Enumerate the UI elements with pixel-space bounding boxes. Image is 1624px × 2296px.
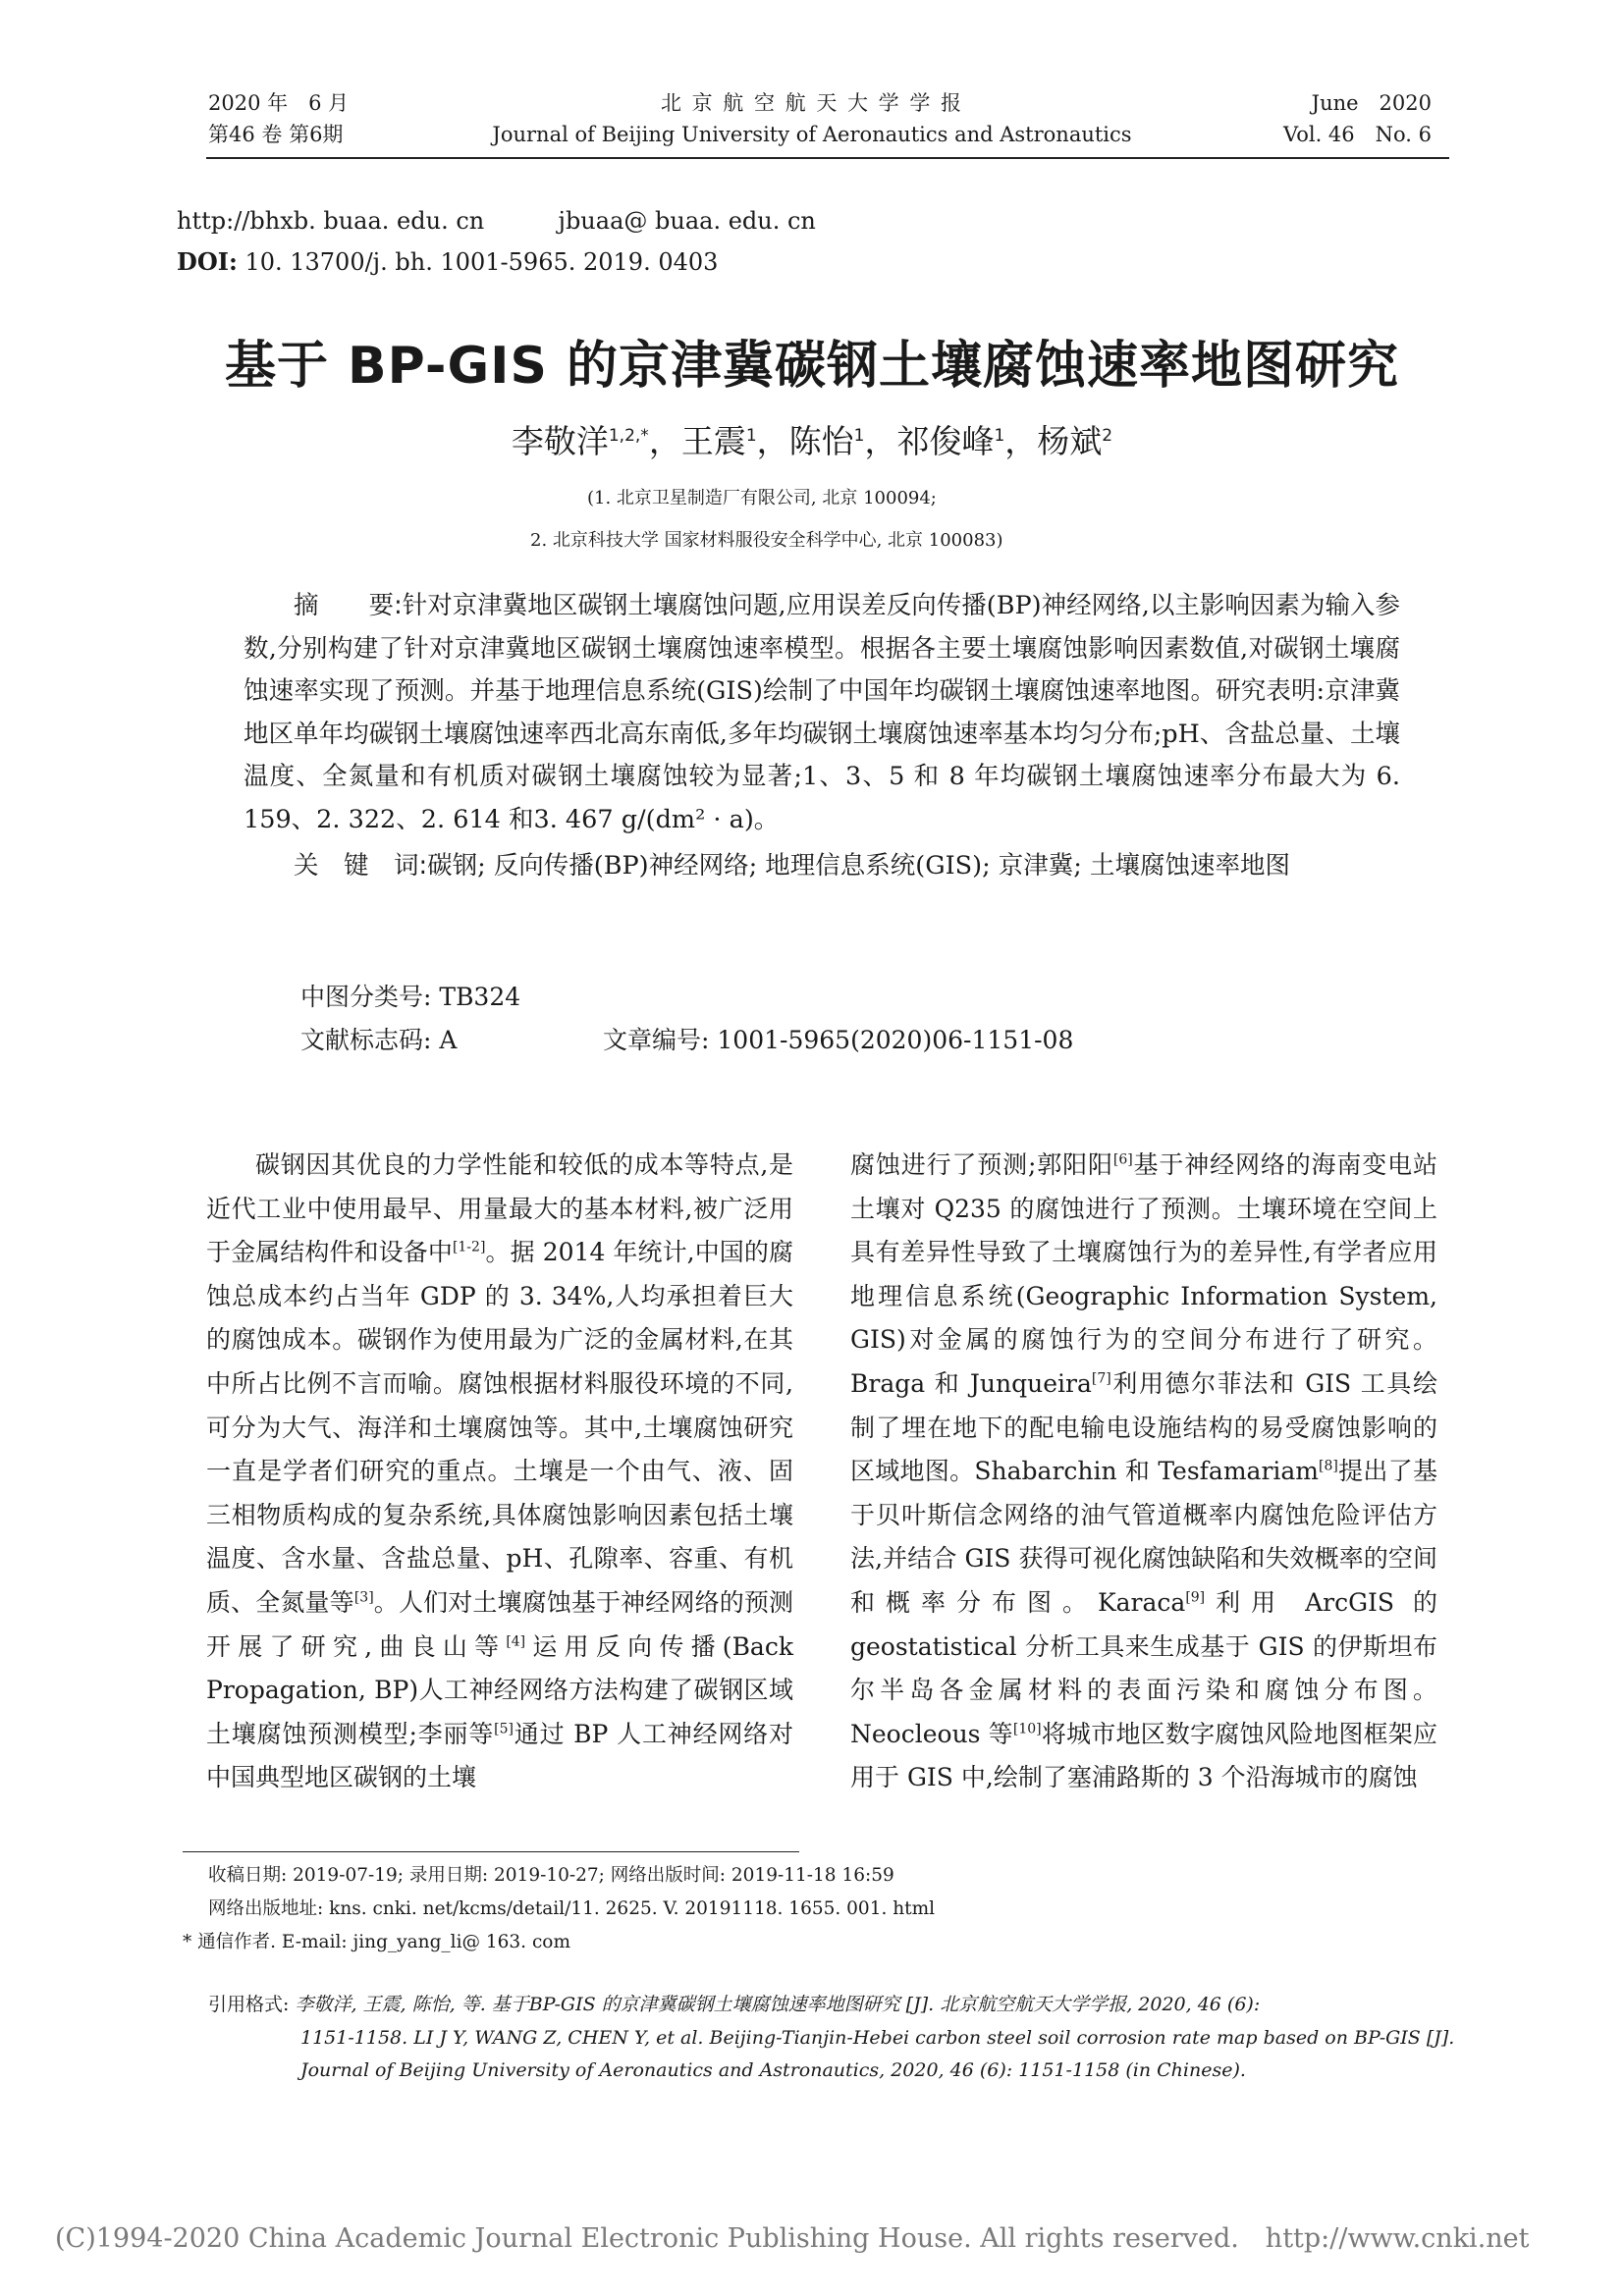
article-number-value: 1001-5965(2020)06-1151-08: [717, 1026, 1074, 1054]
author-affiliation-mark: 1,2,*: [608, 426, 649, 446]
body-left-column: [206, 1144, 793, 1800]
header-volume: 第46 卷 第6期: [208, 123, 344, 146]
journal-url[interactable]: http://bhxb. buaa. edu. cn: [177, 207, 485, 235]
affiliation-2: 2. 北京科技大学 国家材料服役安全科学中心, 北京 100083): [530, 530, 1003, 551]
footnote-online-url[interactable]: 网络出版地址: kns. cnki. net/kcms/detail/11. 2625. V. 20191118. 1655. 001. html: [208, 1898, 936, 1919]
copyright-footer: (C)1994-2020 China Academic Journal Electronic Publishing House. All rights reserved. http://www.cnki.net: [55, 2223, 1530, 2254]
header-date-en: June 2020: [1311, 91, 1432, 115]
citation-line-2: 1151-1158. LI J Y, WANG Z, CHEN Y, et al. Beijing-Tianjin-Hebei carbon steel soil corrosion rate map based on BP-GIS [J].: [300, 2027, 1455, 2049]
doi-label: DOI:: [177, 247, 238, 276]
author-affiliation-mark: 2: [1102, 426, 1113, 446]
author-affiliation-mark: 1: [853, 426, 865, 446]
footnote-rule: [183, 1851, 799, 1852]
clc-value: TB324: [439, 983, 521, 1011]
author-affiliation-mark: 1: [994, 426, 1005, 446]
article-number-line: [603, 1019, 1073, 1062]
citation-ref[interactable]: [1-2]: [452, 1239, 486, 1255]
body-paragraph: 腐蚀进行了预测;郭阳阳[6]基于神经网络的海南变电站土壤对 Q235 的腐蚀进行了预测。土壤环境在空间上具有差异性导致了土壤腐蚀行为的差异性,有学者应用地理信息系统(Geographic Information System, GIS)对金属的腐蚀行为的空间分布进行了研究。Braga 和 Junqueira[7]利用德尔菲法和 GIS 工具绘制了埋在地下的配电输电设施结构的易受腐蚀影响的区域地图。Shabarchin 和 Tesfamariam[8]提出了基于贝叶斯信念网络的油气管道概率内腐蚀危险评估方法,并结合 GIS 获得可视化腐蚀缺陷和失效概率的空间和概率分布图。Karaca[9]利用 ArcGIS 的 geostatistical 分析工具来生成基于 GIS 的伊斯坦布尔半岛各金属材料的表面污染和腐蚀分布图。Neocleous 等[10]将城市地区数字腐蚀风险地图框架应用于 GIS 中,绘制了塞浦路斯的 3 个沿海城市的腐蚀: [850, 1150, 1437, 1792]
body-paragraph: 碳钢因其优良的力学性能和较低的成本等特点,是近代工业中使用最早、用量最大的基本材料,被广泛用于金属结构件和设备中[1-2]。据 2014 年统计,中国的腐蚀总成本约占当年 GDP 的 3. 34%,人均承担着巨大的腐蚀成本。碳钢作为使用最为广泛的金属材料,在其中所占比例不言而喻。腐蚀根据材料服役环境的不同,可分为大气、海洋和土壤腐蚀等。其中,土壤腐蚀研究一直是学者们研究的重点。土壤是一个由气、液、固三相物质构成的复杂系统,具体腐蚀影响因素包括土壤温度、含水量、含盐总量、pH、孔隙率、容重、有机质、全氮量等[3]。人们对土壤腐蚀基于神经网络的预测开展了研究,曲良山等[4]运用反向传播(Back Propagation, BP)人工神经网络方法构建了碳钢区域土壤腐蚀预测模型;李丽等[5]通过 BP 人工神经网络对中国典型地区碳钢的土壤: [206, 1150, 793, 1792]
citation-line-3: Journal of Beijing University of Aeronautics and Astronautics, 2020, 46 (6): 1151-1158 (in Chinese).: [300, 2059, 1246, 2081]
header-journal-en: Journal of Beijing University of Aeronautics and Astronautics: [492, 123, 1132, 146]
header-volume-en: Vol. 46 No. 6: [1282, 123, 1432, 146]
citation-ref[interactable]: [9]: [1185, 1589, 1206, 1606]
author-name: 杨斌: [1037, 422, 1103, 460]
article-number-label: 文章编号:: [603, 1026, 710, 1054]
author-affiliation-mark: 1: [745, 426, 757, 446]
footnote-dates: 收稿日期: 2019-07-19; 录用日期: 2019-10-27; 网络出版时间: 2019-11-18 16:59: [208, 1865, 894, 1886]
citation-ref[interactable]: [10]: [1012, 1721, 1042, 1737]
citation-ref[interactable]: [7]: [1091, 1370, 1111, 1387]
clc-line: [300, 976, 520, 1019]
affiliation-1: (1. 北京卫星制造厂有限公司, 北京 100094;: [587, 488, 937, 508]
abstract-text: 针对京津冀地区碳钢土壤腐蚀问题,应用误差反向传播(BP)神经网络,以主影响因素为输入参数,分别构建了针对京津冀地区碳钢土壤腐蚀速率模型。根据各主要土壤腐蚀影响因素数值,对碳钢土壤腐蚀速率实现了预测。并基于地理信息系统(GIS)绘制了中国年均碳钢土壤腐蚀速率地图。研究表明:京津冀地区单年均碳钢土壤腐蚀速率西北高东南低,多年均碳钢土壤腐蚀速率基本均匀分布;pH、含盐总量、土壤温度、全氮量和有机质对碳钢土壤腐蚀较为显著;1、3、5 和 8 年均碳钢土壤腐蚀速率分布最大为 6. 159、2. 322、2. 614 和3. 467 g/(dm² · a)。: [244, 591, 1401, 834]
abstract-block: [244, 585, 1400, 888]
journal-url-line: [177, 204, 816, 238]
citation-ref[interactable]: [6]: [1112, 1151, 1133, 1168]
doc-code-label: 文献标志码:: [300, 1026, 432, 1054]
citation-label: 引用格式:: [208, 1994, 290, 2015]
doi-line: [177, 245, 718, 279]
citation-ref[interactable]: [5]: [494, 1721, 514, 1737]
header-rule: [206, 157, 1449, 159]
header-date: 2020 年 6 月: [208, 91, 350, 115]
author-name: 陈怡: [788, 422, 854, 460]
author-list: 李敬洋$^{1,2,*}$，王震$^1$，陈怡$^1$，祁俊峰$^1$，杨斌$^2$: [511, 422, 1113, 460]
doc-code-value: A: [439, 1026, 458, 1054]
citation-line-1: 引用格式: 李敬洋, 王震, 陈怡, 等. 基于BP-GIS 的京津冀碳钢土壤腐蚀速率地图研究 [J]. 北京航空航天大学学报, 2020, 46 (6):: [208, 1994, 1261, 2015]
header-journal-cn: 北 京 航 空 航 天 大 学 学 报: [660, 91, 964, 115]
author-name: 王震: [680, 422, 746, 460]
paper-title: 基于 BP-GIS 的京津冀碳钢土壤腐蚀速率地图研究: [224, 337, 1400, 396]
citation-ref[interactable]: [4]: [506, 1633, 526, 1650]
keywords-label: 关 键 词:: [294, 851, 428, 881]
author-name: 祁俊峰: [896, 422, 995, 460]
body-right-column: [850, 1144, 1437, 1800]
citation-ref[interactable]: [3]: [353, 1589, 374, 1606]
footnote-corresponding-author: * 通信作者. E-mail: jing_yang_li@ 163. com: [183, 1932, 570, 1952]
clc-label: 中图分类号:: [300, 983, 432, 1011]
citation-ref[interactable]: [8]: [1319, 1458, 1338, 1474]
keywords-text: 碳钢; 反向传播(BP)神经网络; 地理信息系统(GIS); 京津冀; 土壤腐蚀速率地图: [427, 851, 1290, 881]
doc-code-line: [300, 1019, 457, 1062]
author-name: 李敬洋: [511, 422, 609, 460]
abstract-label: 摘 要:: [294, 591, 403, 620]
journal-email[interactable]: jbuaa@ buaa. edu. cn: [558, 207, 816, 235]
doi-value[interactable]: 10. 13700/j. bh. 1001-5965. 2019. 0403: [244, 248, 719, 276]
